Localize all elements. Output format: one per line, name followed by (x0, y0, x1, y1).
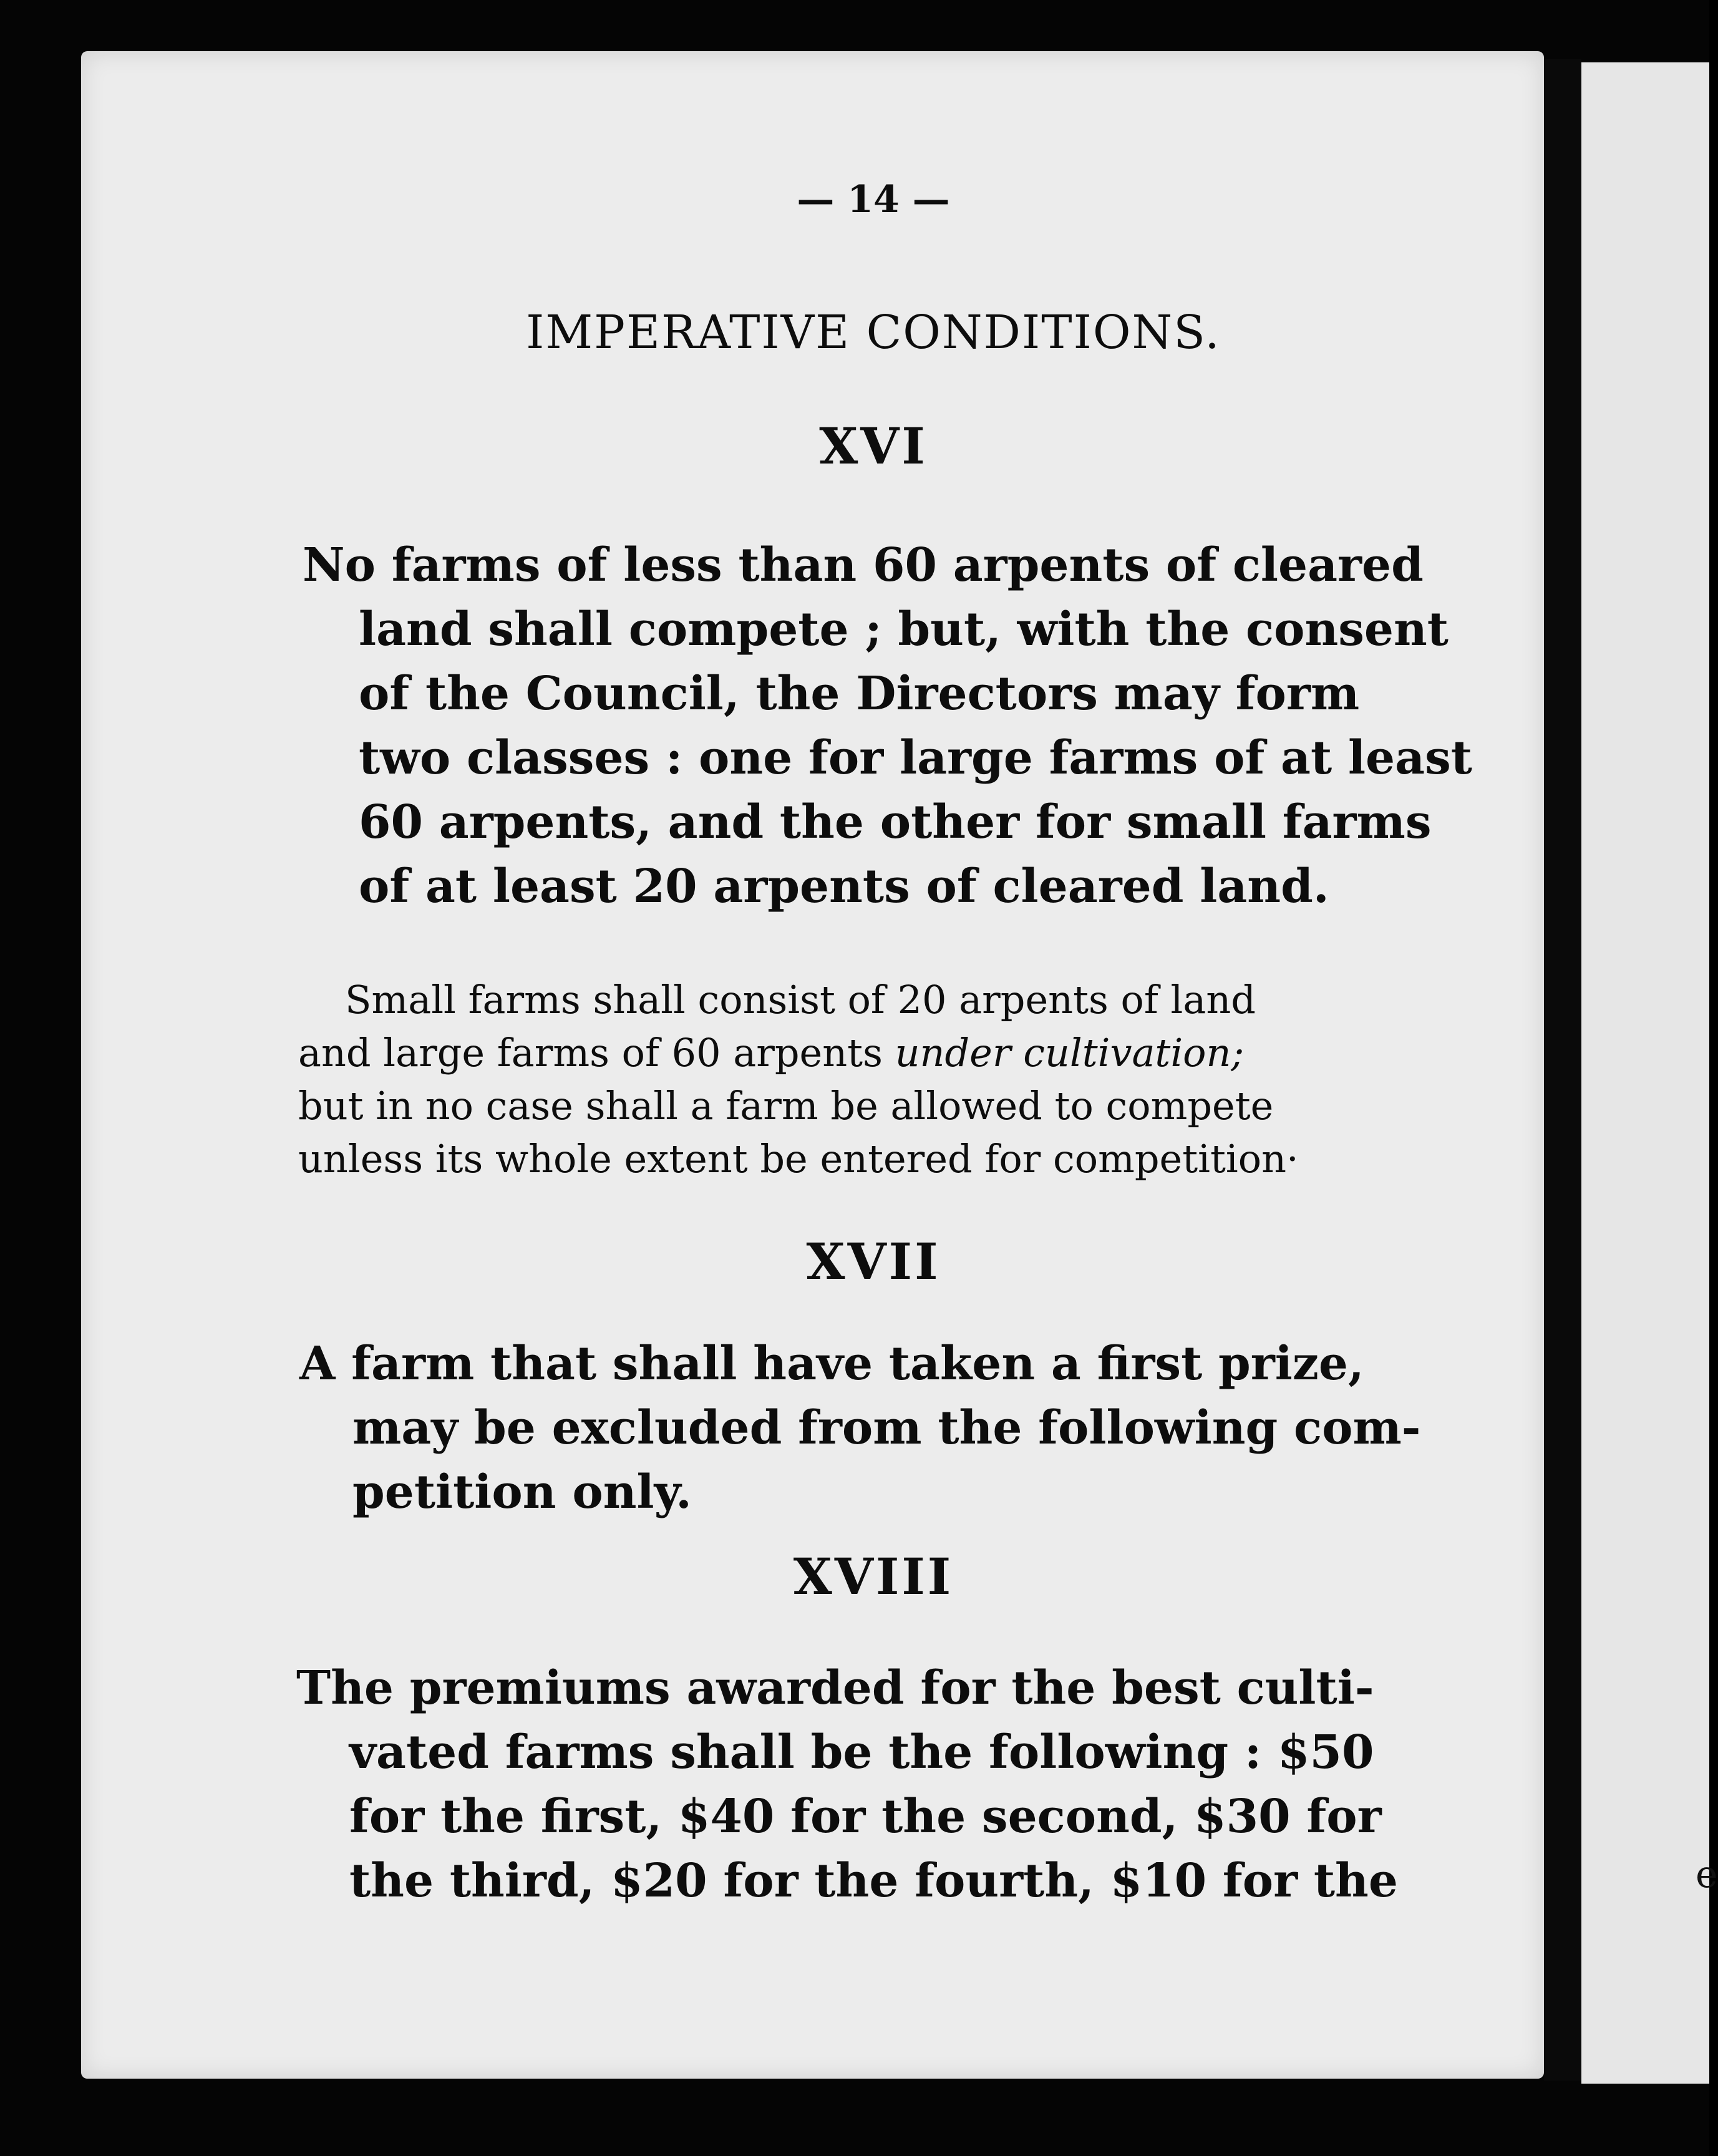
paragraph-line: the third, $20 for the fourth, $10 for the (349, 1854, 1398, 1908)
paragraph-line: for the first, $40 for the second, $30 for (349, 1790, 1382, 1843)
page-number: — 14 — (797, 178, 950, 221)
page-heading: IMPERATIVE CONDITIONS. (526, 306, 1221, 359)
paragraph-line: A farm that shall have taken a first prize, (299, 1337, 1364, 1391)
paragraph-line: may be excluded from the following com- (352, 1401, 1421, 1455)
section-xvi-paragraph (303, 533, 1472, 919)
note-emphasis: under cultivation; (895, 1030, 1245, 1076)
section-numeral-xviii: XVIII (793, 1547, 954, 1606)
section-xviii-paragraph (296, 1656, 1398, 1913)
note-line: Small farms shall consist of 20 arpents of land (345, 977, 1256, 1022)
paragraph-line: petition only. (352, 1465, 692, 1519)
paragraph-line: vated farms shall be the following : $50 (349, 1726, 1374, 1779)
paragraph-line: No farms of less than 60 arpents of cleared (303, 538, 1424, 592)
paragraph-line: land shall compete ; but, with the consent (359, 603, 1449, 656)
adjacent-page-letter: e (1696, 1853, 1718, 1896)
paragraph-line: 60 arpents, and the other for small farms (359, 795, 1432, 849)
section-xvi-note (298, 973, 1352, 1185)
paragraph-line: of at least 20 arpents of cleared land. (359, 860, 1329, 913)
note-line (298, 1026, 1352, 1079)
paragraph-line: two classes : one for large farms of at least (359, 731, 1472, 785)
section-numeral-xvii: XVII (806, 1232, 941, 1291)
note-line: but in no case shall a farm be allowed to compete (298, 1083, 1274, 1129)
note-line: unless its whole extent be entered for competition· (298, 1136, 1299, 1182)
note-line-text: and large farms of 60 arpents (298, 1030, 883, 1076)
section-numeral-xvi: XVI (819, 417, 928, 475)
paragraph-line: of the Council, the Directors may form (359, 667, 1360, 721)
paragraph-line: The premiums awarded for the best culti- (296, 1661, 1374, 1715)
section-xvii-paragraph (299, 1332, 1421, 1525)
